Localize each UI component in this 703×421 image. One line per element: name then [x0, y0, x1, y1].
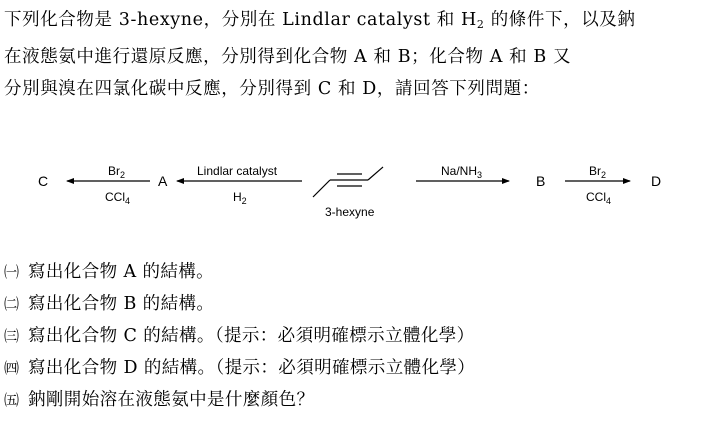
- reagent-ccl4-bottom-right: CCl$_4$: [586, 190, 612, 206]
- reagent-ccl4-bottom-left: CCl$_4$: [105, 190, 131, 206]
- statement-line-1-part-b: 的條件下，以及鈉: [484, 10, 636, 30]
- question-number: ㈢: [4, 327, 20, 345]
- question-item: [4, 256, 700, 288]
- question-number: ㈡: [4, 295, 20, 313]
- problem-statement: [4, 4, 700, 105]
- question-text: 寫出化合物 C 的結構。（提示：必須明確標示立體化學）: [28, 326, 475, 346]
- reagent-lindlar: Lindlar catalyst: [197, 164, 278, 178]
- 3-hexyne-label: 3-hexyne: [325, 205, 375, 219]
- question-number: ㈠: [4, 263, 20, 281]
- compound-b-label: B: [536, 173, 546, 189]
- question-list: [4, 256, 700, 416]
- reagent-br2-top-left: $Br_2$: [108, 164, 126, 180]
- statement-line-2: 在液態氨中進行還原反應，分別得到化合物 A 和 B；化合物 A 和 B 又: [4, 47, 572, 67]
- reagent-h2: $H_2$: [233, 190, 247, 206]
- question-item: [4, 288, 700, 320]
- question-item: [4, 320, 700, 352]
- question-text: 寫出化合物 D 的結構。（提示：必須明確標示立體化學）: [28, 358, 476, 378]
- statement-line-1-part-a: 下列化合物是 3-hexyne，分別在 Lindlar catalyst 和 H: [4, 10, 477, 30]
- question-text: 寫出化合物 B 的結構。: [28, 294, 215, 314]
- 3-hexyne-structure: [313, 167, 383, 197]
- reaction-scheme: [0, 150, 703, 230]
- compound-d-label: D: [651, 173, 662, 189]
- reagent-na-nh3: $Na/NH_3$: [441, 164, 483, 180]
- compound-a-label: A: [158, 173, 168, 189]
- reagent-br2-top-right: $Br_2$: [589, 164, 607, 180]
- question-text: 鈉剛開始溶在液態氨中是什麼顏色？: [28, 390, 315, 410]
- h2-subscript: 2: [476, 18, 485, 31]
- statement-line-3: 分別與溴在四氯化碳中反應，分別得到 C 和 D，請回答下列問題：: [4, 79, 540, 99]
- question-item: [4, 352, 700, 384]
- compound-c-label: C: [38, 173, 49, 189]
- statement-line-1: [4, 4, 700, 41]
- question-text: 寫出化合物 A 的結構。: [28, 262, 215, 282]
- question-number: ㈣: [4, 359, 20, 377]
- question-item: [4, 384, 700, 416]
- question-number: ㈤: [4, 391, 20, 409]
